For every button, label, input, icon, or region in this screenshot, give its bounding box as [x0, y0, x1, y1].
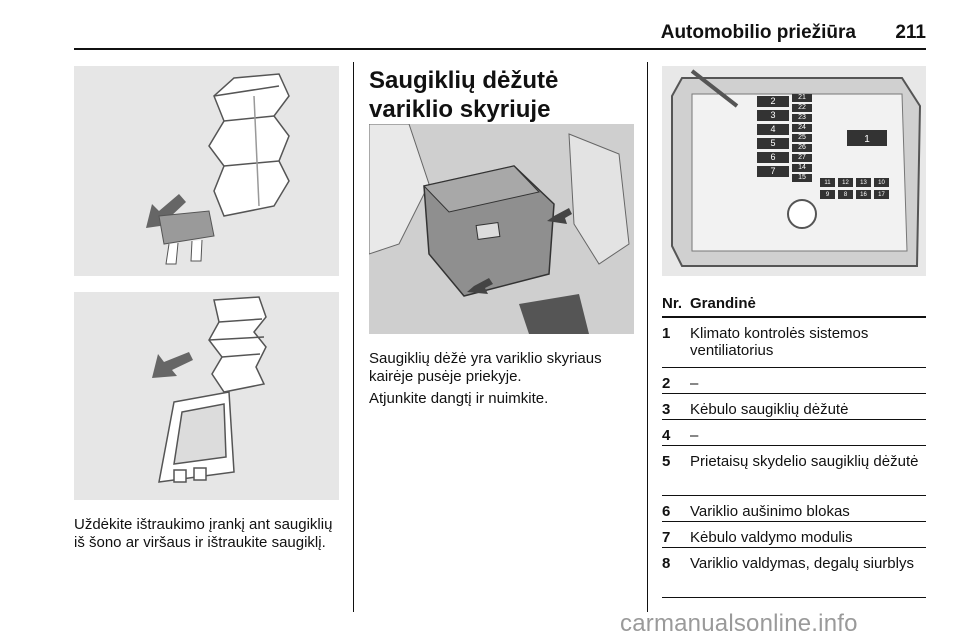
- table-row: [662, 368, 926, 394]
- table-header-number: Nr.: [662, 295, 683, 312]
- fuse-label: 5: [770, 138, 776, 148]
- row-circuit: Variklio valdymas, degalų siurblys: [690, 555, 914, 572]
- row-number: 5: [662, 453, 671, 470]
- row-circuit: Kėbulo valdymo modulis: [690, 529, 853, 546]
- fuse-label: 11: [824, 180, 831, 186]
- table-row: [662, 446, 926, 496]
- fuse-label: 9: [825, 192, 830, 198]
- fuse-label: 24: [798, 124, 806, 131]
- fuse-label: 2: [770, 96, 776, 106]
- fuse-label: 15: [798, 174, 806, 181]
- section-title: Saugiklių dėžutė variklio skyriuje: [369, 67, 559, 123]
- fuse-label: 3: [770, 110, 776, 120]
- row-number: 6: [662, 503, 671, 520]
- row-number: 1: [662, 325, 671, 342]
- fuse-box-diagram: [662, 66, 926, 276]
- fuse-label: 6: [770, 152, 776, 162]
- row-number: 2: [662, 375, 671, 392]
- table-row: [662, 522, 926, 548]
- fuse-label: 21: [798, 94, 806, 101]
- table-row: [662, 496, 926, 522]
- fuse-label: 14: [798, 164, 806, 171]
- header-title: Automobilio priežiūra: [660, 22, 856, 43]
- fuse-label: 25: [798, 134, 806, 141]
- engine-compartment-photo: [369, 124, 634, 334]
- fuse-label: 10: [878, 180, 885, 186]
- table-header-circuit: Grandinė: [690, 295, 756, 312]
- table-header: [662, 290, 926, 318]
- fuse-label: 27: [798, 154, 806, 161]
- fuse-label: 4: [770, 124, 776, 134]
- row-circuit: –: [690, 375, 699, 392]
- table-row: [662, 420, 926, 446]
- cover-removal-text: Atjunkite dangtį ir nuimkite.: [369, 390, 549, 407]
- row-number: 4: [662, 427, 671, 444]
- fuse-label: 17: [878, 192, 885, 198]
- fuse-label-group-right: [792, 94, 812, 182]
- fuse-label: 7: [770, 166, 776, 176]
- table-body: [662, 318, 926, 598]
- fuse-label: 23: [798, 114, 806, 121]
- watermark: carmanualsonline.info: [620, 610, 858, 637]
- fuse-label: 22: [798, 104, 806, 111]
- row-circuit: Klimato kontrolės sistemos ventiliatorius: [690, 325, 869, 359]
- row-circuit: –: [690, 427, 699, 444]
- row-circuit: Prietaisų skydelio saugiklių dėžutė: [690, 453, 919, 470]
- page-number: 211: [895, 22, 926, 43]
- fuse-puller-instruction: Uždėkite ištraukimo įrankį ant saugiklių iš šono ar viršaus ir ištraukite saugiklį.: [74, 516, 333, 551]
- fuse-label: 26: [798, 144, 806, 151]
- relay-1: [847, 130, 887, 146]
- row-number: 8: [662, 555, 671, 572]
- fuse-puller-side-illustration: [74, 66, 339, 276]
- row-number: 3: [662, 401, 671, 418]
- fuse-label: 16: [860, 192, 867, 198]
- table-row: [662, 394, 926, 420]
- table-row: [662, 548, 926, 598]
- circuit-table: [662, 290, 926, 598]
- relay-1-label: 1: [864, 134, 870, 145]
- fuse-box-location-text: Saugiklių dėžė yra variklio skyriaus kairėje pusėje priekyje.: [369, 350, 602, 385]
- row-number: 7: [662, 529, 671, 546]
- column-divider-left: [353, 62, 354, 612]
- fuse-label: 13: [860, 180, 867, 186]
- column-divider-right: [647, 62, 648, 612]
- fuse-label: 8: [843, 192, 848, 198]
- page-header: [74, 0, 926, 50]
- fuse-label: 12: [842, 180, 849, 186]
- row-circuit: Kėbulo saugiklių dėžutė: [690, 401, 849, 418]
- fuse-puller-top-illustration: [74, 292, 339, 500]
- table-row: [662, 318, 926, 368]
- row-circuit: Variklio aušinimo blokas: [690, 503, 850, 520]
